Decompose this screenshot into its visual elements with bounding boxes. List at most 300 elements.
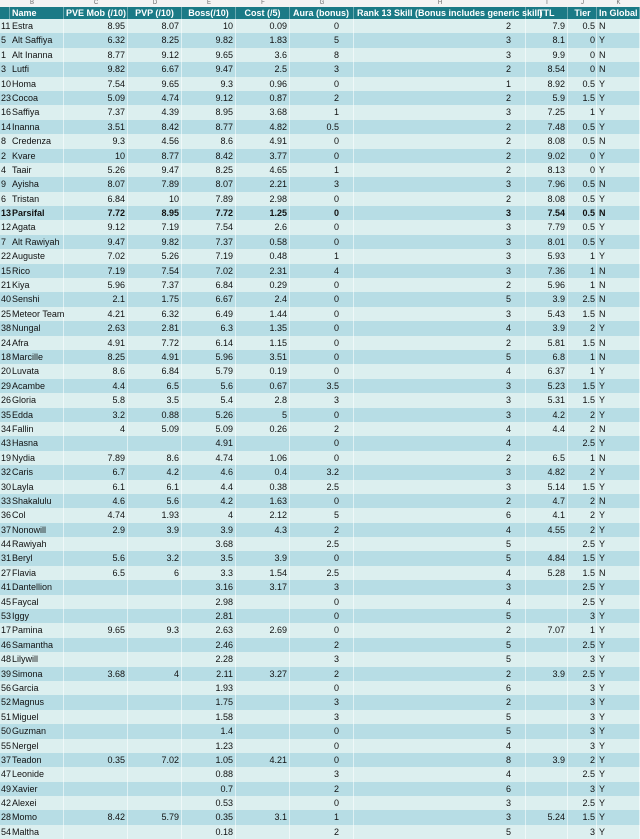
pve-cell[interactable]: 7.02	[64, 249, 128, 263]
ttl-cell[interactable]	[526, 436, 568, 450]
pvp-cell[interactable]: 8.25	[128, 33, 182, 47]
tier-cell[interactable]: 1.5	[568, 91, 597, 105]
ttl-cell[interactable]: 5.43	[526, 307, 568, 321]
pve-cell[interactable]: 4.6	[64, 494, 128, 508]
aura-cell[interactable]: 0	[290, 551, 354, 565]
rank-cell[interactable]: 14	[1, 121, 12, 132]
ttl-cell[interactable]	[526, 796, 568, 810]
rank13-cell[interactable]: 2	[354, 62, 526, 76]
rank13-cell[interactable]: 2	[354, 163, 526, 177]
name-cell[interactable]: Lutfi	[10, 62, 64, 76]
rank13-cell[interactable]: 3	[354, 249, 526, 263]
pvp-cell[interactable]	[128, 767, 182, 781]
table-row[interactable]	[0, 163, 640, 177]
rank13-cell[interactable]: 5	[354, 609, 526, 623]
tier-cell[interactable]: 0	[568, 48, 597, 62]
name-cell[interactable]: Xavier	[10, 782, 64, 796]
pve-cell[interactable]: 5.26	[64, 163, 128, 177]
pve-cell[interactable]: 4.4	[64, 379, 128, 393]
cost-cell[interactable]: 1.63	[236, 494, 290, 508]
boss-cell[interactable]: 7.72	[182, 206, 236, 220]
ttl-cell[interactable]	[526, 825, 568, 839]
pve-cell[interactable]	[64, 436, 128, 450]
pvp-cell[interactable]: 8.77	[128, 149, 182, 163]
ttl-cell[interactable]	[526, 537, 568, 551]
tier-cell[interactable]: 1.5	[568, 307, 597, 321]
aura-cell[interactable]: 0	[290, 609, 354, 623]
name-cell[interactable]: Iggy	[10, 609, 64, 623]
tier-cell[interactable]: 1	[568, 350, 597, 364]
pvp-cell[interactable]: 9.65	[128, 77, 182, 91]
tier-cell[interactable]: 0	[568, 163, 597, 177]
aura-cell[interactable]: 0	[290, 220, 354, 234]
tier-cell[interactable]: 1	[568, 264, 597, 278]
name-cell[interactable]: Luvata	[10, 364, 64, 378]
ttl-cell[interactable]: 5.93	[526, 249, 568, 263]
pvp-cell[interactable]: 9.82	[128, 235, 182, 249]
global-cell[interactable]: Y	[597, 710, 640, 724]
column-letter[interactable]: C	[93, 0, 99, 6]
boss-cell[interactable]: 4	[182, 508, 236, 522]
global-cell[interactable]: N	[597, 292, 640, 306]
boss-cell[interactable]: 5.09	[182, 422, 236, 436]
name-cell[interactable]: Nydia	[10, 451, 64, 465]
ttl-cell[interactable]	[526, 724, 568, 738]
tier-cell[interactable]: 0.5	[568, 206, 597, 220]
tier-cell[interactable]: 3	[568, 782, 597, 796]
pvp-cell[interactable]: 7.89	[128, 177, 182, 191]
column-letter[interactable]: D	[152, 0, 158, 6]
aura-cell[interactable]: 2	[290, 638, 354, 652]
pve-cell[interactable]	[64, 537, 128, 551]
table-row[interactable]	[0, 580, 640, 594]
rank-cell[interactable]: 28	[1, 812, 12, 823]
ttl-cell[interactable]	[526, 695, 568, 709]
name-cell[interactable]: Caris	[10, 465, 64, 479]
global-cell[interactable]: Y	[597, 609, 640, 623]
pvp-cell[interactable]	[128, 436, 182, 450]
ttl-cell[interactable]	[526, 739, 568, 753]
boss-cell[interactable]: 3.16	[182, 580, 236, 594]
name-cell[interactable]: Ayisha	[10, 177, 64, 191]
name-cell[interactable]: Marcille	[10, 350, 64, 364]
pve-cell[interactable]: 9.47	[64, 235, 128, 249]
pve-cell[interactable]: 4.91	[64, 336, 128, 350]
ttl-cell[interactable]: 5.81	[526, 336, 568, 350]
header-rank13[interactable]: Rank 13 Skill (Bonus includes generic skill)	[354, 7, 526, 19]
aura-cell[interactable]: 2	[290, 523, 354, 537]
aura-cell[interactable]: 2.5	[290, 480, 354, 494]
pvp-cell[interactable]: 3.9	[128, 523, 182, 537]
cost-cell[interactable]	[236, 767, 290, 781]
tier-cell[interactable]: 3	[568, 825, 597, 839]
rank-cell[interactable]: 53	[1, 611, 12, 622]
pvp-cell[interactable]: 4.39	[128, 105, 182, 119]
boss-cell[interactable]: 4.91	[182, 436, 236, 450]
pvp-cell[interactable]: 2.81	[128, 321, 182, 335]
ttl-cell[interactable]: 5.14	[526, 480, 568, 494]
pve-cell[interactable]: 8.77	[64, 48, 128, 62]
name-cell[interactable]: Homa	[10, 77, 64, 91]
name-cell[interactable]: Taair	[10, 163, 64, 177]
pve-cell[interactable]	[64, 695, 128, 709]
tier-cell[interactable]: 2.5	[568, 537, 597, 551]
rank13-cell[interactable]: 3	[354, 48, 526, 62]
ttl-cell[interactable]: 3.9	[526, 321, 568, 335]
tier-cell[interactable]: 2	[568, 508, 597, 522]
table-row[interactable]	[0, 264, 640, 278]
rank-cell[interactable]: 40	[1, 294, 12, 305]
rank-cell[interactable]: 50	[1, 726, 12, 737]
global-cell[interactable]: N	[597, 206, 640, 220]
boss-cell[interactable]: 5.26	[182, 408, 236, 422]
rank-cell[interactable]: 2	[1, 150, 7, 161]
ttl-cell[interactable]: 4.2	[526, 408, 568, 422]
column-letter[interactable]: E	[206, 0, 211, 6]
global-cell[interactable]: N	[597, 48, 640, 62]
cost-cell[interactable]: 2.5	[236, 62, 290, 76]
pvp-cell[interactable]: 1.93	[128, 508, 182, 522]
table-row[interactable]	[0, 623, 640, 637]
cost-cell[interactable]: 0.67	[236, 379, 290, 393]
aura-cell[interactable]: 0	[290, 451, 354, 465]
rank13-cell[interactable]: 3	[354, 408, 526, 422]
boss-cell[interactable]: 0.88	[182, 767, 236, 781]
global-cell[interactable]: Y	[597, 739, 640, 753]
cost-cell[interactable]	[236, 739, 290, 753]
cost-cell[interactable]: 3.27	[236, 667, 290, 681]
ttl-cell[interactable]: 7.25	[526, 105, 568, 119]
global-cell[interactable]: Y	[597, 652, 640, 666]
pvp-cell[interactable]: 5.79	[128, 810, 182, 824]
cost-cell[interactable]: 2.69	[236, 623, 290, 637]
ttl-cell[interactable]: 8.1	[526, 33, 568, 47]
name-cell[interactable]: Shakalulu	[10, 494, 64, 508]
cost-cell[interactable]: 2.12	[236, 508, 290, 522]
boss-cell[interactable]: 6.67	[182, 292, 236, 306]
rank13-cell[interactable]: 5	[354, 292, 526, 306]
table-row[interactable]	[0, 336, 640, 350]
rank13-cell[interactable]: 2	[354, 278, 526, 292]
global-cell[interactable]: Y	[597, 724, 640, 738]
cost-cell[interactable]: 0.19	[236, 364, 290, 378]
name-cell[interactable]: Cocoa	[10, 91, 64, 105]
aura-cell[interactable]: 0	[290, 336, 354, 350]
header-tier[interactable]: Tier	[568, 7, 597, 19]
pvp-cell[interactable]: 3.2	[128, 551, 182, 565]
pvp-cell[interactable]: 4.2	[128, 465, 182, 479]
tier-cell[interactable]: 2	[568, 408, 597, 422]
rank13-cell[interactable]: 2	[354, 134, 526, 148]
aura-cell[interactable]: 8	[290, 48, 354, 62]
rank-cell[interactable]: 15	[1, 265, 12, 276]
tier-cell[interactable]: 1.5	[568, 393, 597, 407]
table-row[interactable]	[0, 465, 640, 479]
global-cell[interactable]: Y	[597, 825, 640, 839]
global-cell[interactable]: Y	[597, 480, 640, 494]
rank13-cell[interactable]: 2	[354, 149, 526, 163]
name-cell[interactable]: Flavia	[10, 566, 64, 580]
ttl-cell[interactable]	[526, 638, 568, 652]
ttl-cell[interactable]	[526, 681, 568, 695]
cost-cell[interactable]: 0.26	[236, 422, 290, 436]
rank-cell[interactable]: 6	[1, 193, 7, 204]
cost-cell[interactable]	[236, 652, 290, 666]
rank13-cell[interactable]: 3	[354, 220, 526, 234]
rank-cell[interactable]: 32	[1, 467, 12, 478]
rank13-cell[interactable]: 5	[354, 825, 526, 839]
cost-cell[interactable]: 2.21	[236, 177, 290, 191]
global-cell[interactable]: Y	[597, 77, 640, 91]
pvp-cell[interactable]: 10	[128, 192, 182, 206]
ttl-cell[interactable]: 4.7	[526, 494, 568, 508]
rank13-cell[interactable]: 5	[354, 710, 526, 724]
table-row[interactable]	[0, 235, 640, 249]
aura-cell[interactable]: 3.2	[290, 465, 354, 479]
rank13-cell[interactable]: 4	[354, 364, 526, 378]
global-cell[interactable]: N	[597, 177, 640, 191]
tier-cell[interactable]: 3	[568, 710, 597, 724]
pvp-cell[interactable]: 9.47	[128, 163, 182, 177]
aura-cell[interactable]: 2	[290, 422, 354, 436]
pve-cell[interactable]: 5.8	[64, 393, 128, 407]
boss-cell[interactable]: 2.46	[182, 638, 236, 652]
table-row[interactable]	[0, 667, 640, 681]
pve-cell[interactable]: 2.1	[64, 292, 128, 306]
table-row[interactable]	[0, 77, 640, 91]
rank-cell[interactable]: 7	[1, 236, 7, 247]
name-cell[interactable]: Tristan	[10, 192, 64, 206]
global-cell[interactable]: Y	[597, 551, 640, 565]
header-aura[interactable]: Aura (bonus)	[290, 7, 354, 19]
table-row[interactable]	[0, 62, 640, 76]
boss-cell[interactable]: 1.58	[182, 710, 236, 724]
table-row[interactable]	[0, 595, 640, 609]
cost-cell[interactable]: 4.82	[236, 120, 290, 134]
name-cell[interactable]: Nonowill	[10, 523, 64, 537]
pve-cell[interactable]	[64, 825, 128, 839]
header-ttl[interactable]: TTL	[526, 7, 568, 19]
pvp-cell[interactable]	[128, 724, 182, 738]
boss-cell[interactable]: 4.2	[182, 494, 236, 508]
tier-cell[interactable]: 2.5	[568, 767, 597, 781]
cost-cell[interactable]	[236, 537, 290, 551]
tier-cell[interactable]: 2	[568, 523, 597, 537]
table-row[interactable]	[0, 33, 640, 47]
global-cell[interactable]: Y	[597, 33, 640, 47]
boss-cell[interactable]: 6.14	[182, 336, 236, 350]
table-row[interactable]	[0, 408, 640, 422]
boss-cell[interactable]: 4.6	[182, 465, 236, 479]
table-row[interactable]	[0, 105, 640, 119]
boss-cell[interactable]: 0.35	[182, 810, 236, 824]
cost-cell[interactable]: 0.29	[236, 278, 290, 292]
ttl-cell[interactable]: 3.9	[526, 667, 568, 681]
rank13-cell[interactable]: 3	[354, 105, 526, 119]
rank13-cell[interactable]: 5	[354, 350, 526, 364]
ttl-cell[interactable]	[526, 710, 568, 724]
pvp-cell[interactable]	[128, 681, 182, 695]
table-row[interactable]	[0, 307, 640, 321]
rank13-cell[interactable]: 2	[354, 494, 526, 508]
pve-cell[interactable]: 4.74	[64, 508, 128, 522]
aura-cell[interactable]: 2	[290, 667, 354, 681]
name-cell[interactable]: Senshi	[10, 292, 64, 306]
global-cell[interactable]: Y	[597, 782, 640, 796]
rank13-cell[interactable]: 2	[354, 623, 526, 637]
ttl-cell[interactable]: 6.37	[526, 364, 568, 378]
tier-cell[interactable]: 1	[568, 105, 597, 119]
pvp-cell[interactable]: 8.42	[128, 120, 182, 134]
pve-cell[interactable]: 0.35	[64, 753, 128, 767]
name-cell[interactable]: Alt Rawiyah	[10, 235, 64, 249]
tier-cell[interactable]: 1	[568, 278, 597, 292]
tier-cell[interactable]: 3	[568, 652, 597, 666]
global-cell[interactable]: Y	[597, 508, 640, 522]
rank-cell[interactable]: 48	[1, 654, 12, 665]
name-cell[interactable]: Maltha	[10, 825, 64, 839]
table-row[interactable]	[0, 566, 640, 580]
pve-cell[interactable]	[64, 609, 128, 623]
rank13-cell[interactable]: 3	[354, 264, 526, 278]
global-cell[interactable]: Y	[597, 796, 640, 810]
rank13-cell[interactable]: 2	[354, 667, 526, 681]
rank-cell[interactable]: 3	[1, 64, 7, 75]
pve-cell[interactable]	[64, 638, 128, 652]
aura-cell[interactable]: 2	[290, 782, 354, 796]
boss-cell[interactable]: 0.7	[182, 782, 236, 796]
table-row[interactable]	[0, 206, 640, 220]
name-cell[interactable]: Kiya	[10, 278, 64, 292]
rank-cell[interactable]: 44	[1, 539, 12, 550]
pvp-cell[interactable]: 8.95	[128, 206, 182, 220]
ttl-cell[interactable]: 8.13	[526, 163, 568, 177]
aura-cell[interactable]: 0	[290, 149, 354, 163]
pve-cell[interactable]: 7.89	[64, 451, 128, 465]
pve-cell[interactable]: 2.63	[64, 321, 128, 335]
table-row[interactable]	[0, 753, 640, 767]
ttl-cell[interactable]: 8.01	[526, 235, 568, 249]
aura-cell[interactable]: 0	[290, 192, 354, 206]
aura-cell[interactable]: 5	[290, 33, 354, 47]
header-cost[interactable]: Cost (/5)	[236, 7, 290, 19]
cost-cell[interactable]	[236, 825, 290, 839]
global-cell[interactable]: N	[597, 134, 640, 148]
table-row[interactable]	[0, 652, 640, 666]
table-row[interactable]	[0, 767, 640, 781]
boss-cell[interactable]: 2.63	[182, 623, 236, 637]
rank-cell[interactable]: 52	[1, 697, 12, 708]
global-cell[interactable]: Y	[597, 465, 640, 479]
aura-cell[interactable]: 0	[290, 278, 354, 292]
cost-cell[interactable]: 1.15	[236, 336, 290, 350]
cost-cell[interactable]	[236, 609, 290, 623]
rank13-cell[interactable]: 4	[354, 422, 526, 436]
rank13-cell[interactable]: 2	[354, 192, 526, 206]
name-cell[interactable]: Rawiyah	[10, 537, 64, 551]
rank-cell[interactable]: 41	[1, 582, 12, 593]
rank13-cell[interactable]: 5	[354, 537, 526, 551]
rank13-cell[interactable]: 3	[354, 379, 526, 393]
pvp-cell[interactable]: 5.6	[128, 494, 182, 508]
tier-cell[interactable]: 0.5	[568, 192, 597, 206]
name-cell[interactable]: Alexei	[10, 796, 64, 810]
boss-cell[interactable]: 1.4	[182, 724, 236, 738]
table-row[interactable]	[0, 537, 640, 551]
rank13-cell[interactable]: 3	[354, 810, 526, 824]
rank-cell[interactable]: 11	[1, 21, 11, 31]
tier-cell[interactable]: 0.5	[568, 134, 597, 148]
rank-cell[interactable]: 39	[1, 668, 12, 679]
pvp-cell[interactable]: 8.6	[128, 451, 182, 465]
boss-cell[interactable]: 3.68	[182, 537, 236, 551]
column-letter[interactable]: K	[616, 0, 621, 6]
rank13-cell[interactable]: 3	[354, 393, 526, 407]
column-letter[interactable]: I	[546, 0, 548, 6]
aura-cell[interactable]: 3	[290, 62, 354, 76]
tier-cell[interactable]: 3	[568, 681, 597, 695]
pve-cell[interactable]	[64, 767, 128, 781]
boss-cell[interactable]: 0.18	[182, 825, 236, 839]
pvp-cell[interactable]: 4	[128, 667, 182, 681]
boss-cell[interactable]: 7.54	[182, 220, 236, 234]
ttl-cell[interactable]	[526, 580, 568, 594]
pve-cell[interactable]: 5.6	[64, 551, 128, 565]
tier-cell[interactable]: 2.5	[568, 796, 597, 810]
header-pve[interactable]: PVE Mob (/10)	[66, 8, 127, 18]
rank-cell[interactable]: 24	[1, 337, 12, 348]
cost-cell[interactable]: 3.6	[236, 48, 290, 62]
global-cell[interactable]: Y	[597, 105, 640, 119]
tier-cell[interactable]: 1	[568, 249, 597, 263]
global-cell[interactable]: Y	[597, 595, 640, 609]
pve-cell[interactable]: 8.07	[64, 177, 128, 191]
global-cell[interactable]: Y	[597, 638, 640, 652]
boss-cell[interactable]: 3.3	[182, 566, 236, 580]
table-row[interactable]	[0, 364, 640, 378]
pve-cell[interactable]: 8.6	[64, 364, 128, 378]
pvp-cell[interactable]: 3.5	[128, 393, 182, 407]
boss-cell[interactable]: 9.3	[182, 77, 236, 91]
global-cell[interactable]: N	[597, 451, 640, 465]
table-row[interactable]	[0, 120, 640, 134]
header-boss[interactable]: Boss(/10)	[182, 7, 236, 19]
table-row[interactable]	[0, 177, 640, 191]
pve-cell[interactable]: 2.9	[64, 523, 128, 537]
boss-cell[interactable]: 9.65	[182, 48, 236, 62]
pve-cell[interactable]: 9.65	[64, 623, 128, 637]
pve-cell[interactable]: 7.37	[64, 105, 128, 119]
aura-cell[interactable]: 3	[290, 767, 354, 781]
rank-cell[interactable]: 29	[1, 380, 12, 391]
aura-cell[interactable]: 0	[290, 307, 354, 321]
rank-cell[interactable]: 56	[1, 682, 12, 693]
rank-cell[interactable]: 9	[1, 179, 7, 190]
aura-cell[interactable]: 0	[290, 681, 354, 695]
aura-cell[interactable]: 0	[290, 494, 354, 508]
global-cell[interactable]: N	[597, 566, 640, 580]
aura-cell[interactable]: 0	[290, 753, 354, 767]
table-row[interactable]	[0, 796, 640, 810]
pvp-cell[interactable]: 4.91	[128, 350, 182, 364]
boss-cell[interactable]: 3.9	[182, 523, 236, 537]
table-row[interactable]	[0, 695, 640, 709]
cost-cell[interactable]: 4.3	[236, 523, 290, 537]
header-pvp[interactable]: PVP (/10)	[128, 7, 182, 19]
pve-cell[interactable]	[64, 595, 128, 609]
tier-cell[interactable]: 0.5	[568, 220, 597, 234]
boss-cell[interactable]: 9.82	[182, 33, 236, 47]
